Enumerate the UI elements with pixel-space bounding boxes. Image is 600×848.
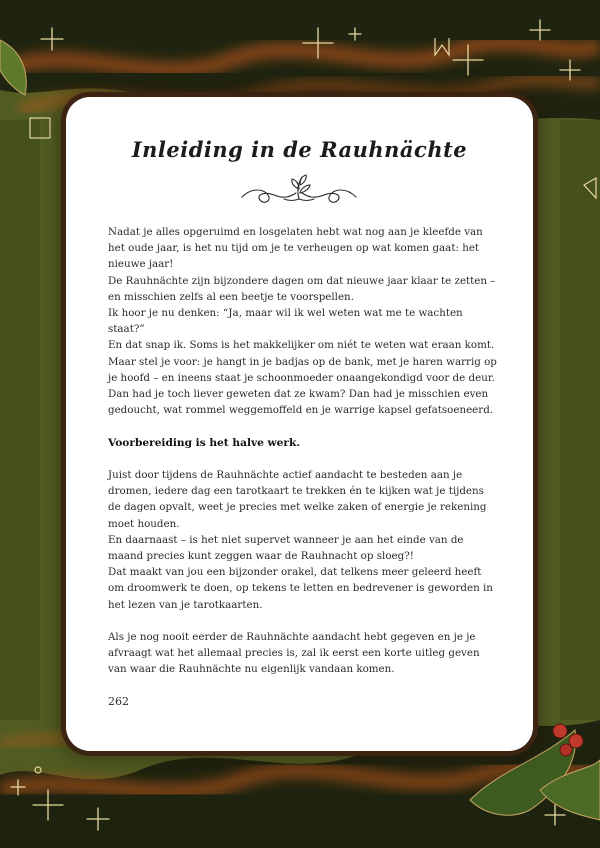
- paragraph: Maar stel je voor: je hangt in je badjas op de bank, met je haren warrig op je hoofd – en ineens staat je schoonmoeder onaangekondigd voor de deur.: [108, 355, 497, 384]
- page-title: Inleiding in de Rauhnächte: [131, 137, 468, 162]
- paragraph: De Rauhnächte zijn bijzondere dagen om dat nieuwe jaar klaar te zetten – en misschien zelfs al een beetje te voorspellen.: [108, 274, 496, 303]
- paragraph: Als je nog nooit eerder de Rauhnächte aandacht hebt gegeven en je je afvraagt wat het allemaal precies is, zal ik eerst een korte uitleg geven van waar die Rauhnächte nu eigenlijk vandaan komen.: [108, 631, 480, 676]
- paragraph: Dan had je toch liever geweten dat ze kwam? Dan had je misschien even gedoucht, wat rommel weggemoffeld en je warrige kapsel gefatsoeneerd.: [108, 388, 494, 417]
- paragraph: En dat snap ik. Soms is het makkelijker om niét te weten wat eraan komt.: [108, 339, 495, 352]
- content-card: [66, 97, 533, 751]
- section-heading: Voorbereiding is het halve werk.: [108, 436, 301, 449]
- paragraph: En daarnaast – is het niet supervet wanneer je aan het einde van de maand precies kunt zeggen waar de Rauhnacht op sloeg?!: [108, 533, 464, 563]
- flourish-ornament-icon: [234, 173, 364, 207]
- paragraph: Nadat je alles opgeruimd en losgelaten hebt wat nog aan je kleefde van het oude jaar, is het nu tijd om je te verheugen op wat komen gaat: het nieuwe jaar!: [108, 226, 483, 271]
- paragraph: Juist door tijdens de Rauhnächte actief aandacht te besteden aan je dromen, iedere dag een tarotkaart te trekken én te kijken wat je tijdens de dagen opvalt, weet je precies met welke zaken of energie je rekening moet houden.: [108, 469, 487, 530]
- body-text: [108, 224, 498, 678]
- paragraph: Ik hoor je nu denken: “Ja, maar wil ik wel weten wat me te wachten staat?”: [108, 307, 463, 336]
- paragraph: Dat maakt van jou een bijzonder orakel, dat telkens meer geleerd heeft om droomwerk te doen, op tekens te letten en bedrevener is geworden in het lezen van je tarotkaarten.: [108, 566, 493, 611]
- page-number: 262: [108, 695, 129, 708]
